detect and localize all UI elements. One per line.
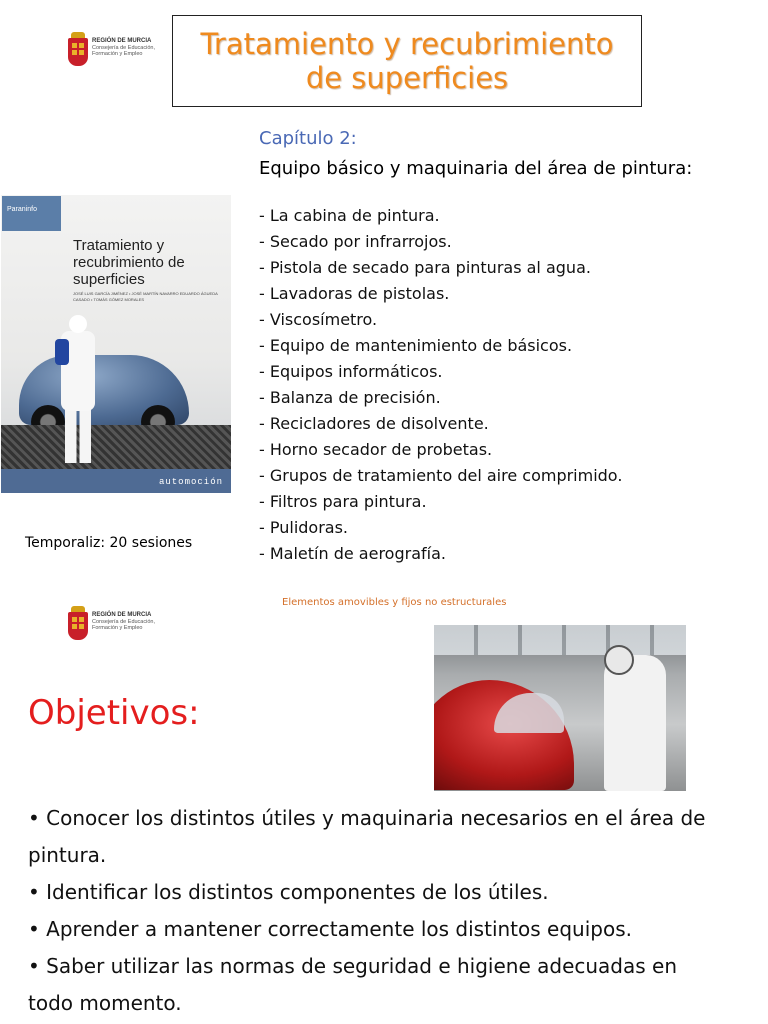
title-line-2: de superficies	[305, 61, 509, 95]
book-authors: JOSÉ LUIS GARCÍA JIMÉNEZ • JOSÉ MARTÍN NAVARRO EDUARDO ÁGUEDA CASADO • TOMÁS GÓMEZ MORALES	[73, 291, 218, 302]
region-crest-icon	[68, 32, 88, 68]
equipment-item: - Viscosímetro.	[259, 310, 378, 329]
equipment-item: - Secado por infrarrojos.	[259, 232, 452, 251]
logo-line-3: Formación y Empleo	[92, 624, 143, 631]
region-logo-bottom	[68, 606, 155, 642]
objectives-list	[28, 800, 728, 1022]
equipment-item: - Balanza de precisión.	[259, 388, 441, 407]
title-line-1: Tratamiento y recubrimiento	[200, 27, 614, 61]
book-series: automoción	[1, 469, 231, 493]
logo-line-1: REGIÓN DE MURCIA	[92, 612, 152, 618]
chapter-subtitle: Equipo básico y maquinaria del área de pintura:	[259, 158, 693, 179]
equipment-list	[259, 203, 622, 567]
equipment-item: - La cabina de pintura.	[259, 206, 440, 225]
logo-line-2: Consejería de Educación,	[92, 618, 155, 625]
title-box	[172, 15, 642, 107]
equipment-item: - Maletín de aerografía.	[259, 544, 446, 563]
paint-booth-photo	[434, 625, 686, 791]
equipment-item: - Filtros para pintura.	[259, 492, 427, 511]
logo-line-3: Formación y Empleo	[92, 50, 143, 57]
equipment-item: - Horno secador de probetas.	[259, 440, 493, 459]
logo-line-2: Consejería de Educación,	[92, 44, 155, 51]
objective-item: • Conocer los distintos útiles y maquinaria necesarios en el área de pintura.	[28, 806, 706, 867]
region-logo-top	[68, 32, 155, 68]
region-crest-icon	[68, 606, 88, 642]
publisher-badge	[2, 196, 61, 231]
equipment-item: - Pulidoras.	[259, 518, 349, 537]
book-title: Tratamiento y recubrimiento de superficies	[73, 237, 185, 288]
painter-illustration	[59, 315, 97, 463]
equipment-item: - Equipo de mantenimiento de básicos.	[259, 336, 573, 355]
book-cover-image	[1, 195, 231, 493]
objectives-heading: Objetivos:	[28, 693, 200, 733]
painter-illustration	[604, 655, 666, 791]
logo-line-1: REGIÓN DE MURCIA	[92, 38, 152, 44]
objective-item: • Aprender a mantener correctamente los distintos equipos.	[28, 917, 632, 941]
objective-item: • Identificar los distintos componentes de los útiles.	[28, 880, 549, 904]
equipment-item: - Equipos informáticos.	[259, 362, 443, 381]
objective-item: • Saber utilizar las normas de seguridad e higiene adecuadas en todo momento.	[28, 954, 678, 1015]
equipment-item: - Lavadoras de pistolas.	[259, 284, 450, 303]
section-caption: Elementos amovibles y fijos no estructurales	[282, 597, 507, 608]
temporalization: Temporaliz: 20 sesiones	[25, 535, 193, 551]
equipment-item: - Recicladores de disolvente.	[259, 414, 489, 433]
red-car-illustration	[434, 680, 574, 790]
equipment-item: - Pistola de secado para pinturas al agua.	[259, 258, 591, 277]
publisher-name: Paraninfo	[7, 206, 37, 213]
equipment-item: - Grupos de tratamiento del aire comprimido.	[259, 466, 623, 485]
chapter-label: Capítulo 2:	[259, 128, 357, 149]
